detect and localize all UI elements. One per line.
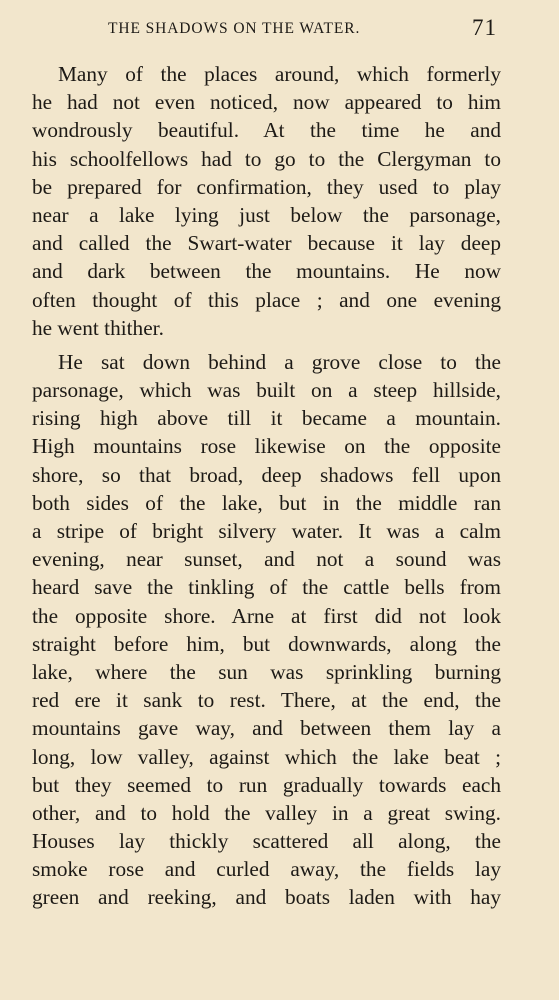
text-line: green and reeking, and boats laden with hay [32, 885, 501, 910]
text-line: rising high above till it became a mountain. [32, 406, 501, 431]
text-line: red ere it sank to rest. There, at the end, the [32, 688, 501, 713]
text-line: smoke rose and curled away, the fields lay [32, 857, 501, 882]
text-line: evening, near sunset, and not a sound was [32, 547, 501, 572]
text-line: wondrously beautiful. At the time he and [32, 118, 501, 143]
text-line: a stripe of bright silvery water. It was a calm [32, 519, 501, 543]
text-line: both sides of the lake, but in the middle ran [32, 490, 501, 515]
running-head: THE SHADOWS ON THE WATER. [108, 20, 361, 37]
text-line: near a lake lying just below the parsonage, [32, 202, 501, 227]
paragraph-2 [32, 342, 501, 912]
text-line: the opposite shore. Arne at first did not look [32, 603, 501, 628]
text-line: other, and to hold the valley in a great swing. [32, 800, 501, 825]
body-text [32, 60, 501, 912]
text-line: parsonage, which was built on a steep hillside, [32, 378, 501, 403]
text-line: he had not even noticed, now appeared to him [32, 90, 501, 115]
text-line: heard save the tinkling of the cattle bells from [32, 575, 501, 600]
text-line: often thought of this place ; and one evening [32, 287, 501, 312]
text-line: mountains gave way, and between them lay a [32, 716, 501, 741]
text-line: High mountains rose likewise on the opposite [32, 434, 501, 459]
text-line: long, low valley, against which the lake beat ; [32, 744, 501, 769]
text-line: he went thither. [32, 315, 164, 340]
page-number: 71 [472, 15, 497, 40]
text-line: shore, so that broad, deep shadows fell upon [32, 462, 501, 487]
text-line: be prepared for confirmation, they used to play [32, 174, 501, 199]
text-line: Houses lay thickly scattered all along, the [32, 829, 501, 854]
text-line: straight before him, but downwards, along the [32, 631, 501, 656]
text-line: He sat down behind a grove close to the [58, 349, 501, 374]
text-line: but they seemed to run gradually towards each [32, 772, 501, 797]
text-line: Many of the places around, which formerly [58, 62, 501, 86]
text-line: and dark between the mountains. He now [32, 259, 501, 284]
text-line: and called the Swart-water because it lay deep [32, 231, 501, 256]
text-line: his schoolfellows had to go to the Clergyman to [32, 146, 501, 171]
paragraph-1 [32, 60, 501, 342]
text-line: lake, where the sun was sprinkling burning [32, 659, 501, 684]
